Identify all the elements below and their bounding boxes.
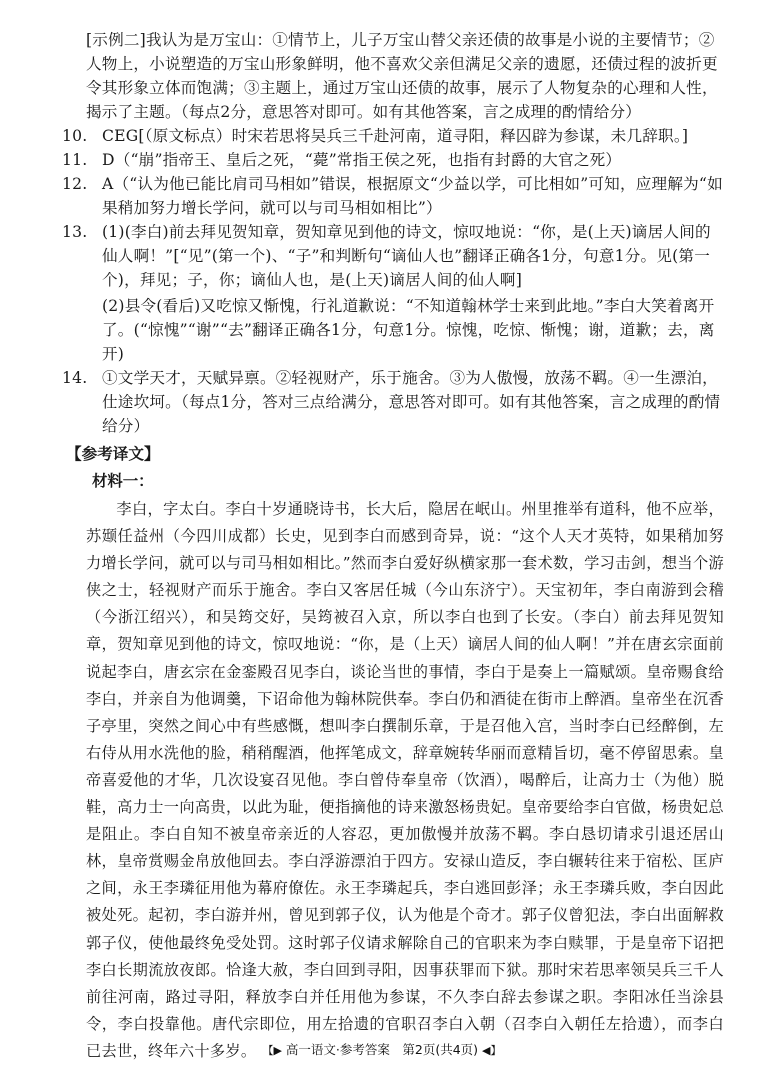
footer-text: 高一语文·参考答案 第2页(共4页) — [285, 1042, 479, 1057]
item-number: 10. — [62, 127, 88, 145]
item-text: (1)(李白)前去拜见贺知章，贺知章见到他的诗文，惊叹地说：“你，是(上天)谪居人间的仙人啊！”[“见”(第一个)、“子”和判断句“谪仙人也”翻译正确各1分，句意1分。见(第一个)，拜见；子，你；谪仙人也，是(上天)谪居人间的仙人啊] — [102, 223, 711, 289]
footer-right-marker: ◀】 — [482, 1044, 502, 1057]
answer-item-13-1 — [62, 220, 724, 292]
item-number: 12. — [62, 175, 88, 193]
reference-translation-heading: 【参考译文】 — [66, 445, 160, 463]
page-footer — [0, 1040, 764, 1058]
answer-item-12 — [62, 172, 724, 220]
item-text: ①文学天才，天赋异禀。②轻视财产，乐于施舍。③为人傲慢，放荡不羁。④一生漂泊，仕途坎坷。（每点1分，答对三点给满分，意思答对即可。如有其他答案，言之成理的酌情给分） — [102, 369, 721, 435]
item-number: 13. — [62, 223, 88, 241]
translation-paragraph: 李白，字太白。李白十岁通晓诗书，长大后，隐居在岷山。州里推举有道科，他不应举，苏颋任益州（今四川成都）长史，见到李白而感到奇异，说：“这个人天才英特，如果稍加努力增长学问，就可以与司马相如相比。”然而李白爱好纵横家那一套术数，学习击剑，想当个游侠之士，轻视财产而乐于施舍。李白又客居任城（今山东济宁）。天宝初年，李白南游到会稽（今浙江绍兴），和吴筠交好，吴筠被召入京，所以李白也到了长安。（李白）前去拜见贺知章，贺知章见到他的诗文，惊叹地说：“你，是（上天）谪居人间的仙人啊！”并在唐玄宗面前说起李白，唐玄宗在金銮殿召见李白，谈论当世的事情，李白于是奏上一篇赋颂。皇帝赐食给李白，并亲自为他调羹，下诏命他为翰林院供奉。李白仍和酒徒在街市上醉酒。皇帝坐在沉香子亭里，突然之间心中有些感慨，想叫李白撰制乐章，于是召他入宫，当时李白已经醉倒，左右侍从用水洗他的脸，稍稍醒酒，他挥笔成文，辞章婉转华丽而意精旨切，毫不停留思索。皇帝喜爱他的才华，几次设宴召见他。李白曾侍奉皇帝（饮酒），喝醉后，让高力士（为他）脱鞋，高力士一向高贵，以此为耻，便指摘他的诗来激怒杨贵妃。皇帝要给李白官做，杨贵妃总是阻止。李白自知不被皇帝亲近的人容忍，更加傲慢并放荡不羁。李白恳切请求引退还居山林，皇帝赏赐金帛放他回去。李白浮游漂泊于四方。安禄山造反，李白辗转往来于宿松、匡庐之间，永王李璘征用他为幕府僚佐。永王李璘起兵，李白逃回彭泽；永王李璘兵败，李白因此被处死。起初，李白游并州，曾见到郭子仪，认为他是个奇才。郭子仪曾犯法，李白出面解救郭子仪，使他最终免受处罚。这时郭子仪请求解除自己的官职来为李白赎罪，于是皇帝下诏把李白长期流放夜郎。恰逢大赦，李白回到寻阳，因事获罪而下狱。那时宋若思率领吴兵三千人前往河南，路过寻阳，释放李白并任用他为参谋，不久李白辞去参谋之职。李阳冰任当涂县令，李白投靠他。唐代宗即位，用左拾遗的官职召李白入朝（召李白入朝任左拾遗），而李白已去世，终年六十多岁。 — [86, 500, 724, 1060]
item-text: CEG[（原文标点）时宋若思将吴兵三千赴河南，道寻阳，释囚辟为参谋，未几辞职。] — [102, 127, 689, 145]
item-text: (2)县令(看后)又吃惊又惭愧，行礼道歉说：“不知道翰林学士来到此地。”李白大笑着离开了。(“惊愧”“谢”“去”翻译正确各1分，句意1分。惊愧，吃惊、惭愧；谢，道歉；去，离开) — [102, 297, 715, 363]
item-number: 11. — [62, 151, 88, 169]
answer-item-14 — [62, 366, 724, 438]
item-text: D（“崩”指帝王、皇后之死，“薨”常指王侯之死，也指有封爵的大官之死） — [102, 151, 622, 169]
material-one-heading: 材料一： — [92, 472, 154, 490]
item-number: 14. — [62, 369, 88, 387]
answer-section — [62, 28, 724, 438]
answer-item-13-2 — [86, 294, 724, 366]
answer-item-10 — [62, 124, 724, 148]
example-answer-paragraph: [示例二]我认为是万宝山：①情节上，儿子万宝山替父亲还债的故事是小说的主要情节；②人物上，小说塑造的万宝山形象鲜明，他不喜欢父亲但满足父亲的遗愿，还债过程的波折更令其形象立体而饱满；③主题上，通过万宝山还债的故事，展示了人物复杂的心理和人性，揭示了主题。（每点2分，意思答对即可。如有其他答案，言之成理的酌情给分） — [86, 31, 718, 121]
footer-left-marker: 【▶ — [262, 1044, 282, 1057]
answer-item-11 — [62, 148, 724, 172]
item-text: A（“认为他已能比肩司马相如”错误，根据原文“少益以学，可比相如”可知，应理解为“如果稍加努力增长学问，就可以与司马相如相比”） — [102, 175, 723, 217]
